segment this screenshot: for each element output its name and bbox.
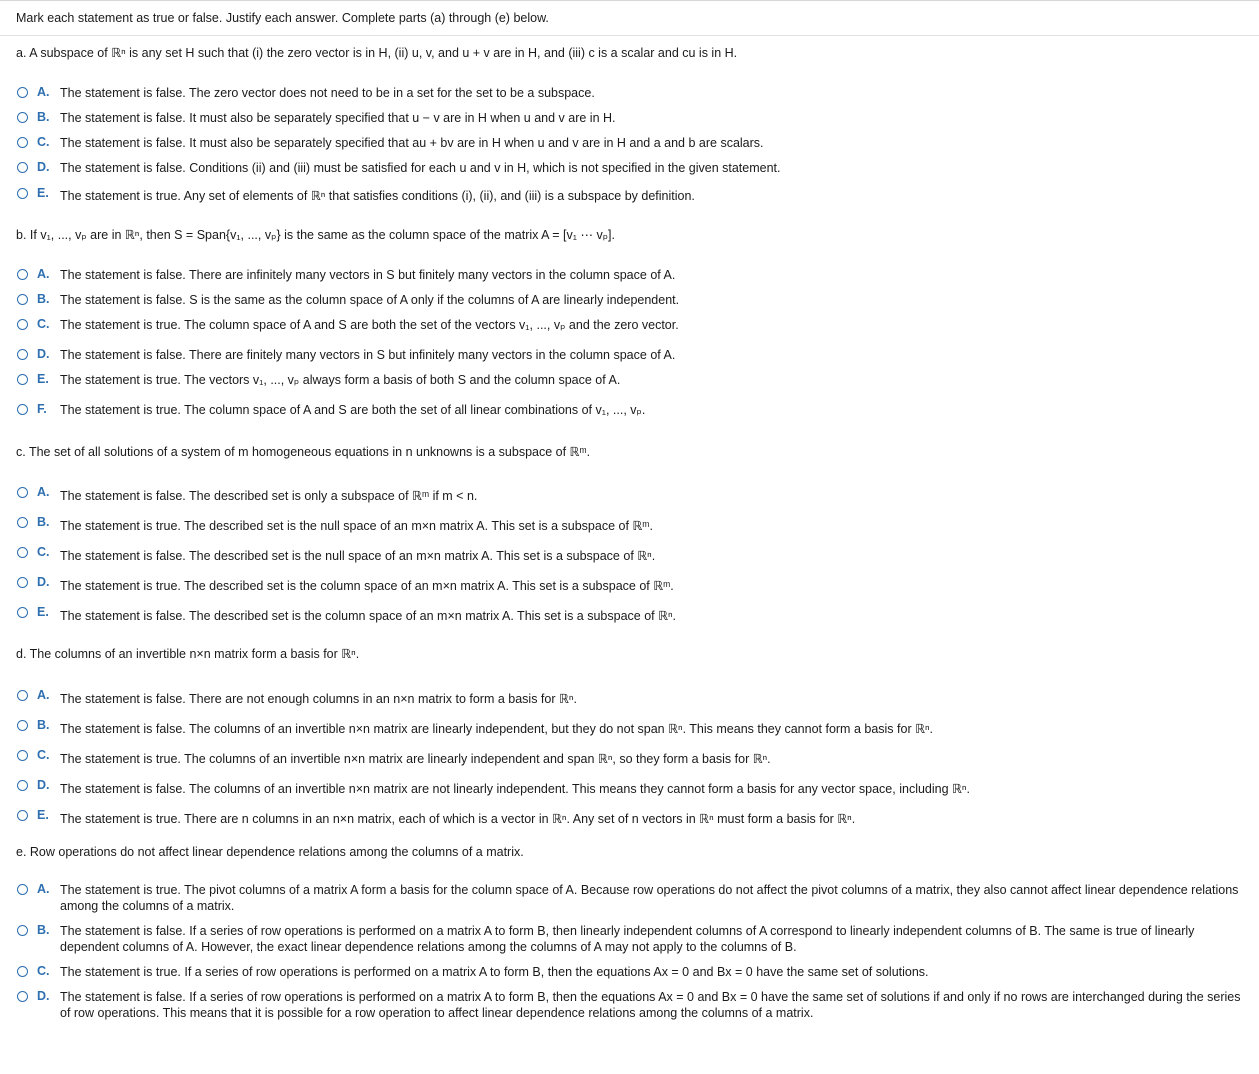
option-letter: C.: [37, 964, 50, 978]
top-border: [0, 0, 1259, 1]
option-text: The statement is false. The zero vector does not need to be in a set for the set to be a subspace.: [60, 86, 595, 100]
radio-button[interactable]: [17, 690, 28, 701]
option-letter: E.: [37, 808, 49, 822]
radio-button[interactable]: [17, 884, 28, 895]
option-letter: B.: [37, 110, 50, 124]
radio-button[interactable]: [17, 404, 28, 415]
radio-button[interactable]: [17, 319, 28, 330]
option-text: The statement is false. There are finitely many vectors in S but infinitely many vectors in the column space of A.: [60, 348, 676, 362]
option-letter: F.: [37, 402, 47, 416]
option-letter: A.: [37, 85, 50, 99]
radio-button[interactable]: [17, 87, 28, 98]
option-letter: D.: [37, 778, 50, 792]
option-letter: A.: [37, 485, 50, 499]
option-text: The statement is false. The columns of an invertible n×n matrix are not linearly independent. This means they cannot form a basis for any vector space, including ℝⁿ.: [60, 782, 970, 796]
radio-button[interactable]: [17, 269, 28, 280]
option-letter: C.: [37, 317, 50, 331]
option-text: The statement is false. Conditions (ii) and (iii) must be satisfied for each u and v in H, which is not specified in the given statement.: [60, 161, 781, 175]
radio-button[interactable]: [17, 720, 28, 731]
radio-button[interactable]: [17, 991, 28, 1002]
option-text: The statement is true. The column space of A and S are both the set of the vectors v₁, ..., vₚ and the zero vector.: [60, 318, 679, 332]
question-c: c. The set of all solutions of a system of m homogeneous equations in n unknowns is a subspace of ℝᵐ.: [16, 445, 591, 459]
option-text: The statement is false. If a series of row operations is performed on a matrix A to form B, then the equations Ax = 0 and Bx = 0 have the same set of solutions if and only if no rows are interchanged during the series of row operations. This means that it is possible for a row operation to affect linear dependence relations among the columns of a matrix.: [60, 990, 1241, 1020]
option-letter: B.: [37, 515, 50, 529]
radio-button[interactable]: [17, 607, 28, 618]
option-letter: C.: [37, 748, 50, 762]
option-text: The statement is false. The columns of an invertible n×n matrix are linearly independent, but they do not span ℝⁿ. This means they cannot form a basis for ℝⁿ.: [60, 722, 934, 736]
radio-button[interactable]: [17, 750, 28, 761]
option-letter: E.: [37, 372, 49, 386]
option-text: The statement is true. The described set is the null space of an m×n matrix A. This set is a subspace of ℝᵐ.: [60, 519, 653, 533]
option-letter: C.: [37, 135, 50, 149]
option-text: The statement is false. The described set is the column space of an m×n matrix A. This set is a subspace of ℝⁿ.: [60, 609, 677, 623]
option-text: The statement is true. The pivot columns of a matrix A form a basis for the column space of A. Because row operations do not affect the pivot columns of a matrix, they also cannot affect linear dependence relations among the columns of a matrix.: [60, 883, 1239, 913]
radio-button[interactable]: [17, 810, 28, 821]
option-text: The statement is false. There are not enough columns in an n×n matrix to form a basis for ℝⁿ.: [60, 692, 577, 706]
radio-button[interactable]: [17, 577, 28, 588]
option-text: The statement is true. If a series of row operations is performed on a matrix A to form B, then the equations Ax = 0 and Bx = 0 have the same set of solutions.: [60, 965, 929, 979]
option-text: The statement is false. If a series of row operations is performed on a matrix A to form B, then linearly independent columns of A correspond to linearly independent columns of B. The same is true of linearly dependent columns of A. However, the exact linear dependence relations among the columns of A may not apply to the columns of B.: [60, 924, 1195, 954]
option-text: The statement is true. There are n columns in an n×n matrix, each of which is a vector in ℝⁿ. Any set of n vectors in ℝⁿ must form a basis for ℝⁿ.: [60, 812, 856, 826]
radio-button[interactable]: [17, 547, 28, 558]
radio-button[interactable]: [17, 162, 28, 173]
radio-button[interactable]: [17, 137, 28, 148]
option-text: The statement is false. It must also be separately specified that au + bv are in H when u and v are in H and a and b are scalars.: [60, 136, 764, 150]
radio-button[interactable]: [17, 349, 28, 360]
radio-button[interactable]: [17, 780, 28, 791]
option-text: The statement is true. Any set of elements of ℝⁿ that satisfies conditions (i), (ii), and (iii) is a subspace by definition.: [60, 189, 695, 203]
option-letter: D.: [37, 575, 50, 589]
option-letter: C.: [37, 545, 50, 559]
option-text: The statement is true. The column space of A and S are both the set of all linear combinations of v₁, ..., vₚ.: [60, 403, 646, 417]
question-e: e. Row operations do not affect linear dependence relations among the columns of a matrix.: [16, 845, 524, 859]
option-text: The statement is false. The described set is only a subspace of ℝᵐ if m < n.: [60, 489, 478, 503]
radio-button[interactable]: [17, 374, 28, 385]
option-letter: A.: [37, 882, 50, 896]
question-a: a. A subspace of ℝⁿ is any set H such that (i) the zero vector is in H, (ii) u, v, and u + v are in H, and (iii) c is a scalar and cu is in H.: [16, 46, 738, 60]
option-text: The statement is false. The described set is the null space of an m×n matrix A. This set is a subspace of ℝⁿ.: [60, 549, 656, 563]
option-letter: D.: [37, 989, 50, 1003]
option-text: The statement is false. S is the same as the column space of A only if the columns of A are linearly independent.: [60, 293, 680, 307]
option-letter: B.: [37, 923, 50, 937]
question-b: b. If v₁, ..., vₚ are in ℝⁿ, then S = Span{v₁, ..., vₚ} is the same as the column space of the matrix A = [v₁ ⋯ vₚ].: [16, 228, 615, 242]
option-text: The statement is true. The vectors v₁, ..., vₚ always form a basis of both S and the column space of A.: [60, 373, 621, 387]
option-text: The statement is false. There are infinitely many vectors in S but finitely many vectors in the column space of A.: [60, 268, 676, 282]
option-letter: D.: [37, 160, 50, 174]
option-text: The statement is false. It must also be separately specified that u − v are in H when u and v are in H.: [60, 111, 616, 125]
option-letter: E.: [37, 605, 49, 619]
instruction-text: Mark each statement as true or false. Justify each answer. Complete parts (a) through (e) below.: [16, 11, 549, 25]
option-text: The statement is true. The described set is the column space of an m×n matrix A. This set is a subspace of ℝᵐ.: [60, 579, 674, 593]
radio-button[interactable]: [17, 966, 28, 977]
radio-button[interactable]: [17, 188, 28, 199]
option-letter: D.: [37, 347, 50, 361]
option-letter: A.: [37, 267, 50, 281]
option-letter: E.: [37, 186, 49, 200]
radio-button[interactable]: [17, 294, 28, 305]
radio-button[interactable]: [17, 925, 28, 936]
radio-button[interactable]: [17, 487, 28, 498]
radio-button[interactable]: [17, 112, 28, 123]
option-letter: B.: [37, 718, 50, 732]
option-letter: B.: [37, 292, 50, 306]
option-text: The statement is true. The columns of an invertible n×n matrix are linearly independent and span ℝⁿ, so they form a basis for ℝⁿ.: [60, 752, 771, 766]
radio-button[interactable]: [17, 517, 28, 528]
question-d: d. The columns of an invertible n×n matrix form a basis for ℝⁿ.: [16, 647, 360, 661]
instruction-divider: [0, 35, 1259, 36]
option-letter: A.: [37, 688, 50, 702]
